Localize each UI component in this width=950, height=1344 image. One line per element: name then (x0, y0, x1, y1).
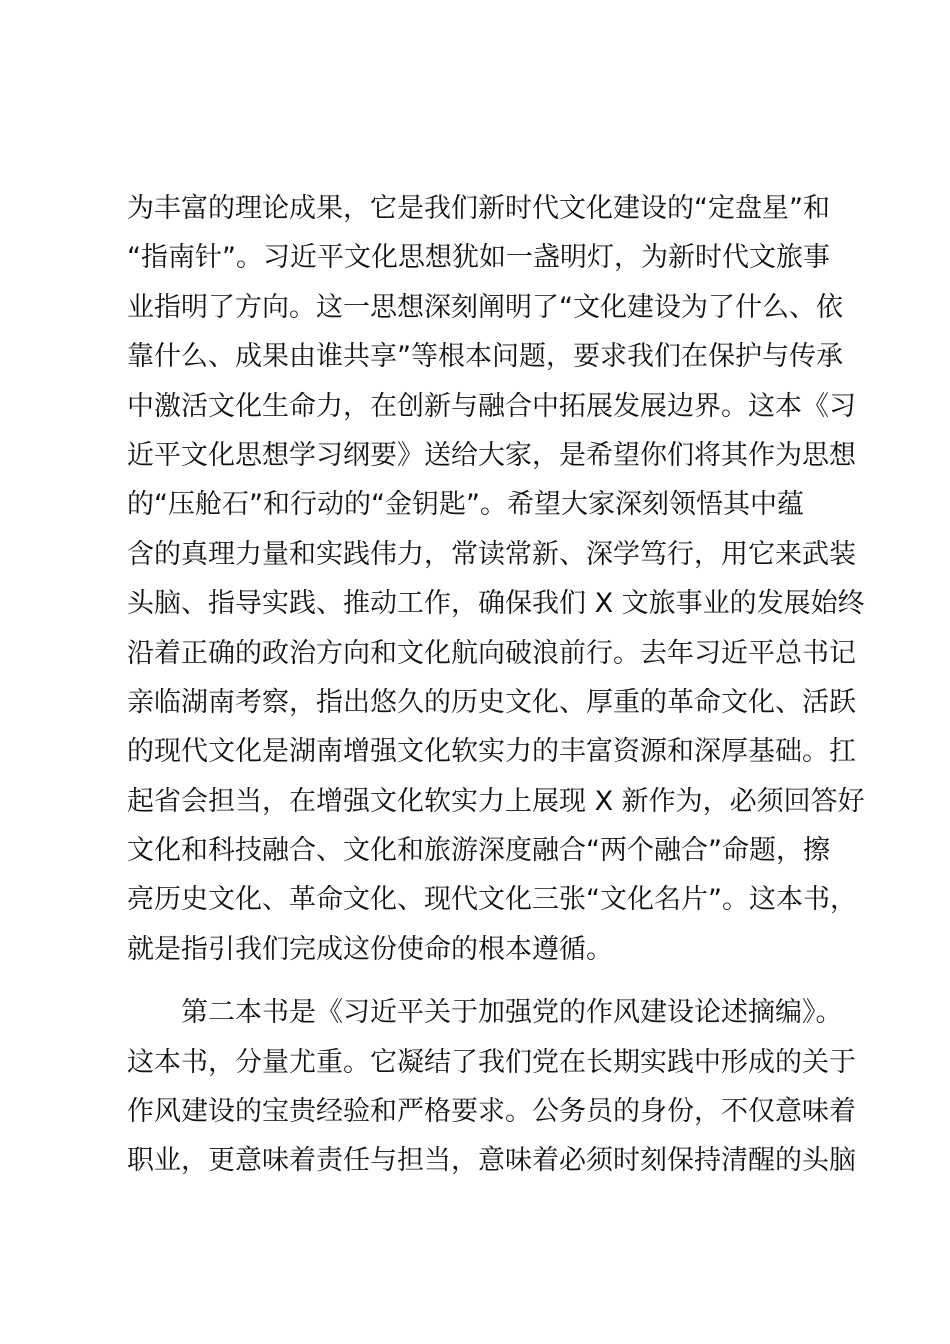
text-line: 含的真理力量和实践伟力，常读常新、深学笃行，用它来武装 (127, 538, 856, 570)
text-line: 第二本书是《习近平关于加强党的作风建设论述摘编》。 (127, 997, 843, 1029)
text-line: 的“压舱石”和行动的“金钥匙”。希望大家深刻领悟其中蕴 (127, 489, 804, 521)
text-line: 亮历史文化、革命文化、现代文化三张“文化名片”。这本书， (127, 884, 857, 916)
text-line: 亲临湖南考察，指出悠久的历史文化、厚重的革命文化、活跃 (127, 686, 856, 718)
text-line: 就是指引我们完成这份使命的根本遵循。 (127, 933, 613, 965)
text-line: “指南针”。习近平文化思想犹如一盏明灯，为新时代文旅事 (127, 242, 830, 274)
text-line: 文化和科技融合、文化和旅游深度融合“两个融合”命题，擦 (127, 835, 830, 867)
text-line: 职业，更意味着责任与担当，意味着必须时刻保持清醒的头脑 (127, 1145, 856, 1177)
paragraph-2 (127, 988, 856, 1186)
text-line: 头脑、指导实践、推动工作，确保我们 X 文旅事业的发展始终 (127, 588, 865, 620)
text-line: 近平文化思想学习纲要》送给大家，是希望你们将其作为思想 (127, 439, 856, 471)
text-line: 沿着正确的政治方向和文化航向破浪前行。去年习近平总书记 (127, 637, 856, 669)
paragraph-1 (127, 184, 865, 974)
text-line: 这本书，分量尤重。它凝结了我们党在长期实践中形成的关于 (127, 1046, 856, 1078)
paragraph-spacing (127, 974, 837, 988)
text-line: 中激活文化生命力，在创新与融合中拓展发展边界。这本《习 (127, 390, 856, 422)
text-line: 靠什么、成果由谁共享”等根本问题，要求我们在保护与传承 (127, 341, 843, 373)
body-text (127, 184, 865, 1186)
text-line: 的现代文化是湖南增强文化软实力的丰富资源和深厚基础。扛 (127, 736, 856, 768)
text-line: 业指明了方向。这一思想深刻阐明了“文化建设为了什么、依 (127, 291, 843, 323)
text-line: 为丰富的理论成果，它是我们新时代文化建设的“定盘星”和 (127, 193, 830, 224)
text-line: 起省会担当，在增强文化软实力上展现 X 新作为，必须回答好 (127, 785, 865, 817)
text-line: 作风建设的宝贵经验和严格要求。公务员的身份，不仅意味着 (127, 1096, 856, 1128)
